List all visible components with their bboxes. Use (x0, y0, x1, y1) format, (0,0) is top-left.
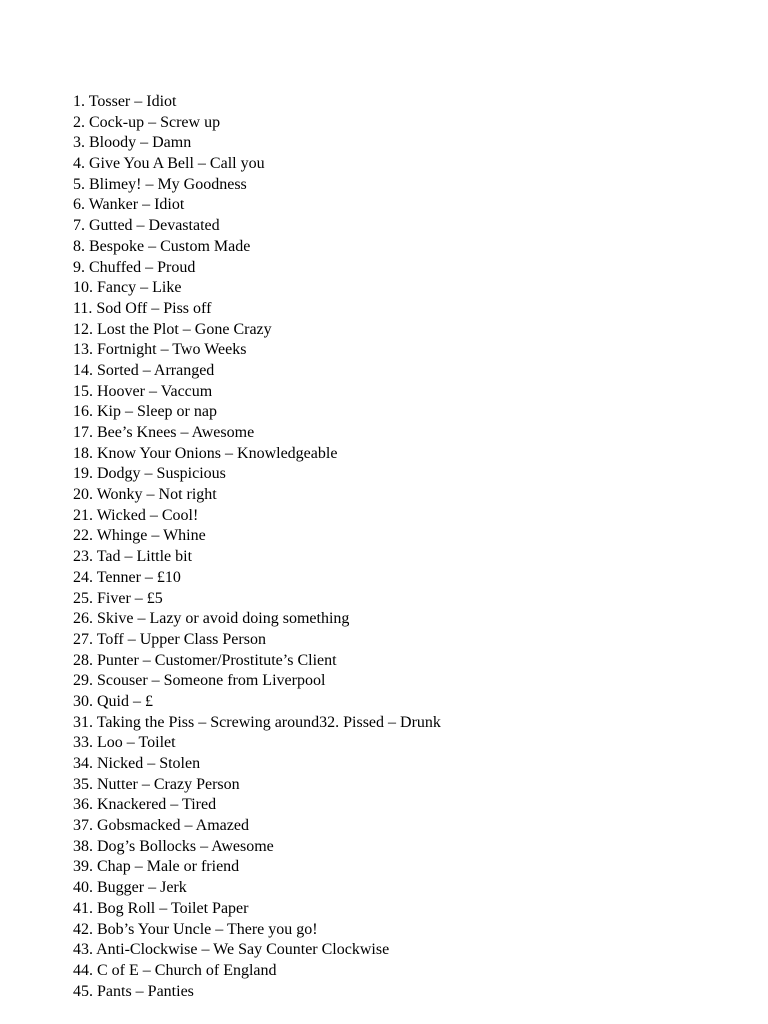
list-item: 3. Bloody – Damn (73, 134, 192, 152)
list-item: 38. Dog’s Bollocks – Awesome (73, 837, 274, 855)
list-item: 18. Know Your Onions – Knowledgeable (73, 444, 338, 462)
list-item: 9. Chuffed – Proud (73, 258, 196, 276)
list-item: 21. Wicked – Cool! (73, 506, 199, 524)
list-item: 45. Pants – Panties (73, 982, 194, 1000)
list-item: 22. Whinge – Whine (73, 527, 206, 545)
list-item: 41. Bog Roll – Toilet Paper (73, 899, 249, 917)
list-item: 44. C of E – Church of England (73, 961, 277, 979)
list-item: 20. Wonky – Not right (73, 486, 217, 504)
list-item: 23. Tad – Little bit (73, 548, 193, 566)
list-item: 39. Chap – Male or friend (73, 858, 240, 876)
list-item: 34. Nicked – Stolen (73, 755, 201, 772)
list-item: 42. Bob’s Your Uncle – There you go! (73, 920, 318, 938)
list-item: 4. Give You A Bell – Call you (73, 155, 265, 173)
list-item: 10. Fancy – Like (73, 279, 182, 297)
list-item: 14. Sorted – Arranged (73, 361, 215, 379)
list-item: 5. Blimey! – My Goodness (73, 175, 247, 193)
list-item: 17. Bee’s Knees – Awesome (73, 424, 255, 441)
list-item: 11. Sod Off – Piss off (73, 299, 212, 317)
list-item: 40. Bugger – Jerk (73, 879, 187, 897)
list-item: 12. Lost the Plot – Gone Crazy (73, 320, 272, 338)
list-item: 26. Skive – Lazy or avoid doing something (73, 610, 350, 628)
list-item: 35. Nutter – Crazy Person (73, 775, 240, 793)
list-item: 1. Tosser – Idiot (73, 93, 177, 110)
list-item: 30. Quid – £ (73, 692, 153, 710)
list-item: 29. Scouser – Someone from Liverpool (73, 672, 326, 690)
list-item: 15. Hoover – Vaccum (73, 382, 213, 400)
list-item: 7. Gutted – Devastated (73, 217, 220, 235)
list-item: 36. Knackered – Tired (73, 796, 217, 814)
slang-term-list (73, 92, 441, 1002)
list-item: 31. Taking the Piss – Screwing around32. Pissed – Drunk (73, 713, 441, 731)
list-item: 27. Toff – Upper Class Person (73, 630, 266, 648)
list-item: 43. Anti-Clockwise – We Say Counter Clockwise (73, 941, 390, 959)
list-item: 28. Punter – Customer/Prostitute’s Client (73, 651, 337, 669)
list-item: 19. Dodgy – Suspicious (73, 465, 226, 483)
list-item: 13. Fortnight – Two Weeks (73, 341, 247, 359)
list-item: 6. Wanker – Idiot (73, 196, 185, 214)
list-item: 33. Loo – Toilet (73, 734, 176, 752)
list-item: 24. Tenner – £10 (73, 568, 181, 586)
list-item: 37. Gobsmacked – Amazed (73, 817, 249, 835)
list-item: 16. Kip – Sleep or nap (73, 403, 217, 421)
list-item: 25. Fiver – £5 (73, 589, 163, 607)
list-item: 8. Bespoke – Custom Made (73, 237, 251, 255)
list-item: 2. Cock-up – Screw up (73, 113, 221, 131)
